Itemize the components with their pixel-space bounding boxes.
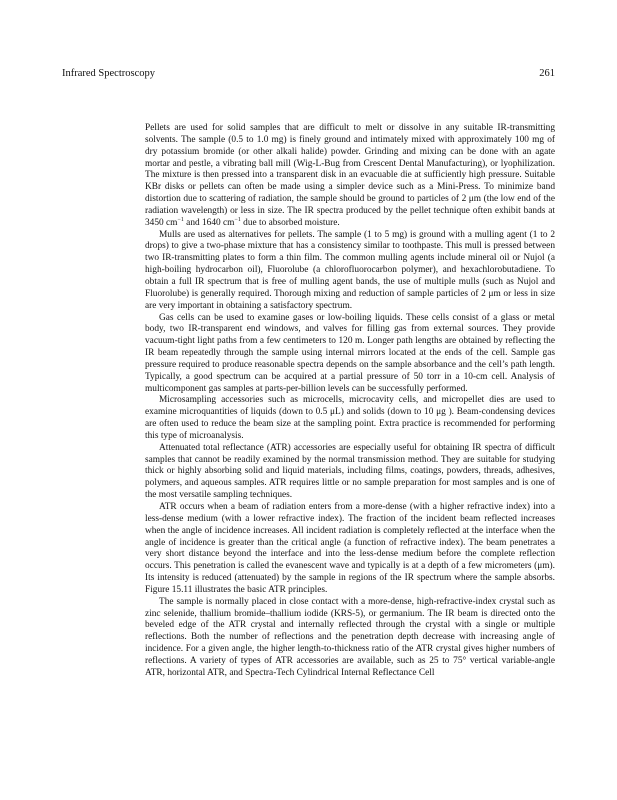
paragraph-text: Gas cells can be used to examine gases or low-boiling liquids. These cells consist of a glass or metal body, two IR-transparent end windows, and valves for filling gas from external sources. They provide vacuum-tight light paths from a few centimeters to 120 m. Longer path lengths are obtained by reflecting the IR beam repeatedly through the sample using internal mirrors located at the ends of the cell. Sample gas pressure required to produce reasonable spectra depends on the sample absorbance and the cell’s path length. Typically, a good spectrum can be acquired at a partial pressure of 50 torr in a 10-cm cell. Analysis of multicomponent gas samples at parts-per-billion levels can be successfully performed. <box>145 312 555 394</box>
paragraph <box>145 395 555 442</box>
running-title: Infrared Spectroscopy <box>62 68 156 79</box>
paragraph-text: Pellets are used for solid samples that are difficult to melt or dissolve in any suitable IR-transmitting solvents. The sample (0.5 to 1.0 mg) is finely ground and intimately mixed with approximately 100 mg of dry potassium bromide (or other alkali halide) powder. Grinding and mixing can be done with an agate mortar and pestle, a vibrating ball mill (Wig-L-Bug from Crescent Dental Manufacturing), or lyophilization. The mixture is then pressed into a transparent disk in an evacuable die at sufficiently high pressure. Suitable KBr disks or pellets can often be made using a simpler device such as a Mini-Press. To minimize band distortion due to scattering of radiation, the sample should be ground to particles of 2 μm (the low end of the radiation wavelength) or less in size. The IR spectra produced by the pellet technique often exhibit bands at 3450 cm <box>145 123 555 228</box>
paragraph <box>145 313 555 396</box>
paragraph <box>145 123 555 230</box>
paragraph-text: Attenuated total reflectance (ATR) accessories are especially useful for obtaining IR spectra of difficult samples that cannot be readily examined by the normal transmission method. They are suitable for studying thick or highly absorbing solid and liquid materials, including films, coatings, powders, threads, adhesives, polymers, and aqueous samples. ATR requires little or no sample preparation for most samples and is one of the most versatile sampling techniques. <box>145 442 555 501</box>
paragraph <box>145 597 555 680</box>
paragraph-text: due to absorbed moisture. <box>240 217 340 228</box>
paragraph <box>145 443 555 502</box>
paragraph-text: and 1640 cm <box>183 217 235 228</box>
paragraph-text: The sample is normally placed in close contact with a more-dense, high-refractive-index crystal such as zinc selenide, thallium bromide–thallium iodide (KRS-5), or germanium. The IR beam is directed onto the beveled edge of the ATR crystal and internally reflected through the crystal with a single or multiple reflections. Both the number of reflections and the penetration depth decrease with increasing angle of incidence. For a given angle, the higher length-to-thickness ratio of the ATR crystal gives higher numbers of reflections. A variety of types of ATR accessories are available, such as 25 to 75° vertical variable-angle ATR, horizontal ATR, and Spectra-Tech Cylindrical Internal Reflectance Cell <box>145 596 555 678</box>
paragraph-text: Mulls are used as alternatives for pellets. The sample (1 to 5 mg) is ground with a mulling agent (1 to 2 drops) to give a two-phase mixture that has a consistency similar to toothpaste. This mull is pressed between two IR-transmitting plates to form a thin film. The common mulling agents include mineral oil or Nujol (a high-boiling hydrocarbon oil), Fluorolube (a chlorofluorocarbon polymer), and hexachlorobutadiene. To obtain a full IR spectrum that is free of mulling agent bands, the use of multiple mulls (such as Nujol and Fluorolube) is generally required. Thorough mixing and reduction of sample particles of 2 μm or less in size are very important in obtaining a satisfactory spectrum. <box>145 229 555 311</box>
running-header <box>62 68 555 80</box>
paragraph <box>145 230 555 313</box>
superscript: −1 <box>234 216 241 223</box>
paragraph-text: ATR occurs when a beam of radiation enters from a more-dense (with a higher refractive index) into a less-dense medium (with a lower refractive index). The fraction of the incident beam reflected increases when the angle of incidence increases. All incident radiation is completely reflected at the interface when the angle of incidence is greater than the critical angle (a function of refractive index). The beam penetrates a very short distance beyond the interface and into the less-dense medium before the complete reflection occurs. This penetration is called the evanescent wave and typically is at a depth of a few micrometers (μm). Its intensity is reduced (attenuated) by the sample in regions of the IR spectrum where the sample absorbs. Figure 15.11 illustrates the basic ATR principles. <box>145 502 555 595</box>
paragraph <box>145 502 555 597</box>
body-text <box>145 123 555 680</box>
superscript: −1 <box>177 216 184 223</box>
paragraph-text: Microsampling accessories such as microcells, microcavity cells, and micropellet dies are used to examine microquantities of liquids (down to 0.5 μL) and solids (down to 10 μg ). Beam-condensing devices are often used to reduce the beam size at the sampling point. Extra practice is recommended for performing this type of microanalysis. <box>145 395 555 441</box>
page-number: 261 <box>539 68 555 79</box>
